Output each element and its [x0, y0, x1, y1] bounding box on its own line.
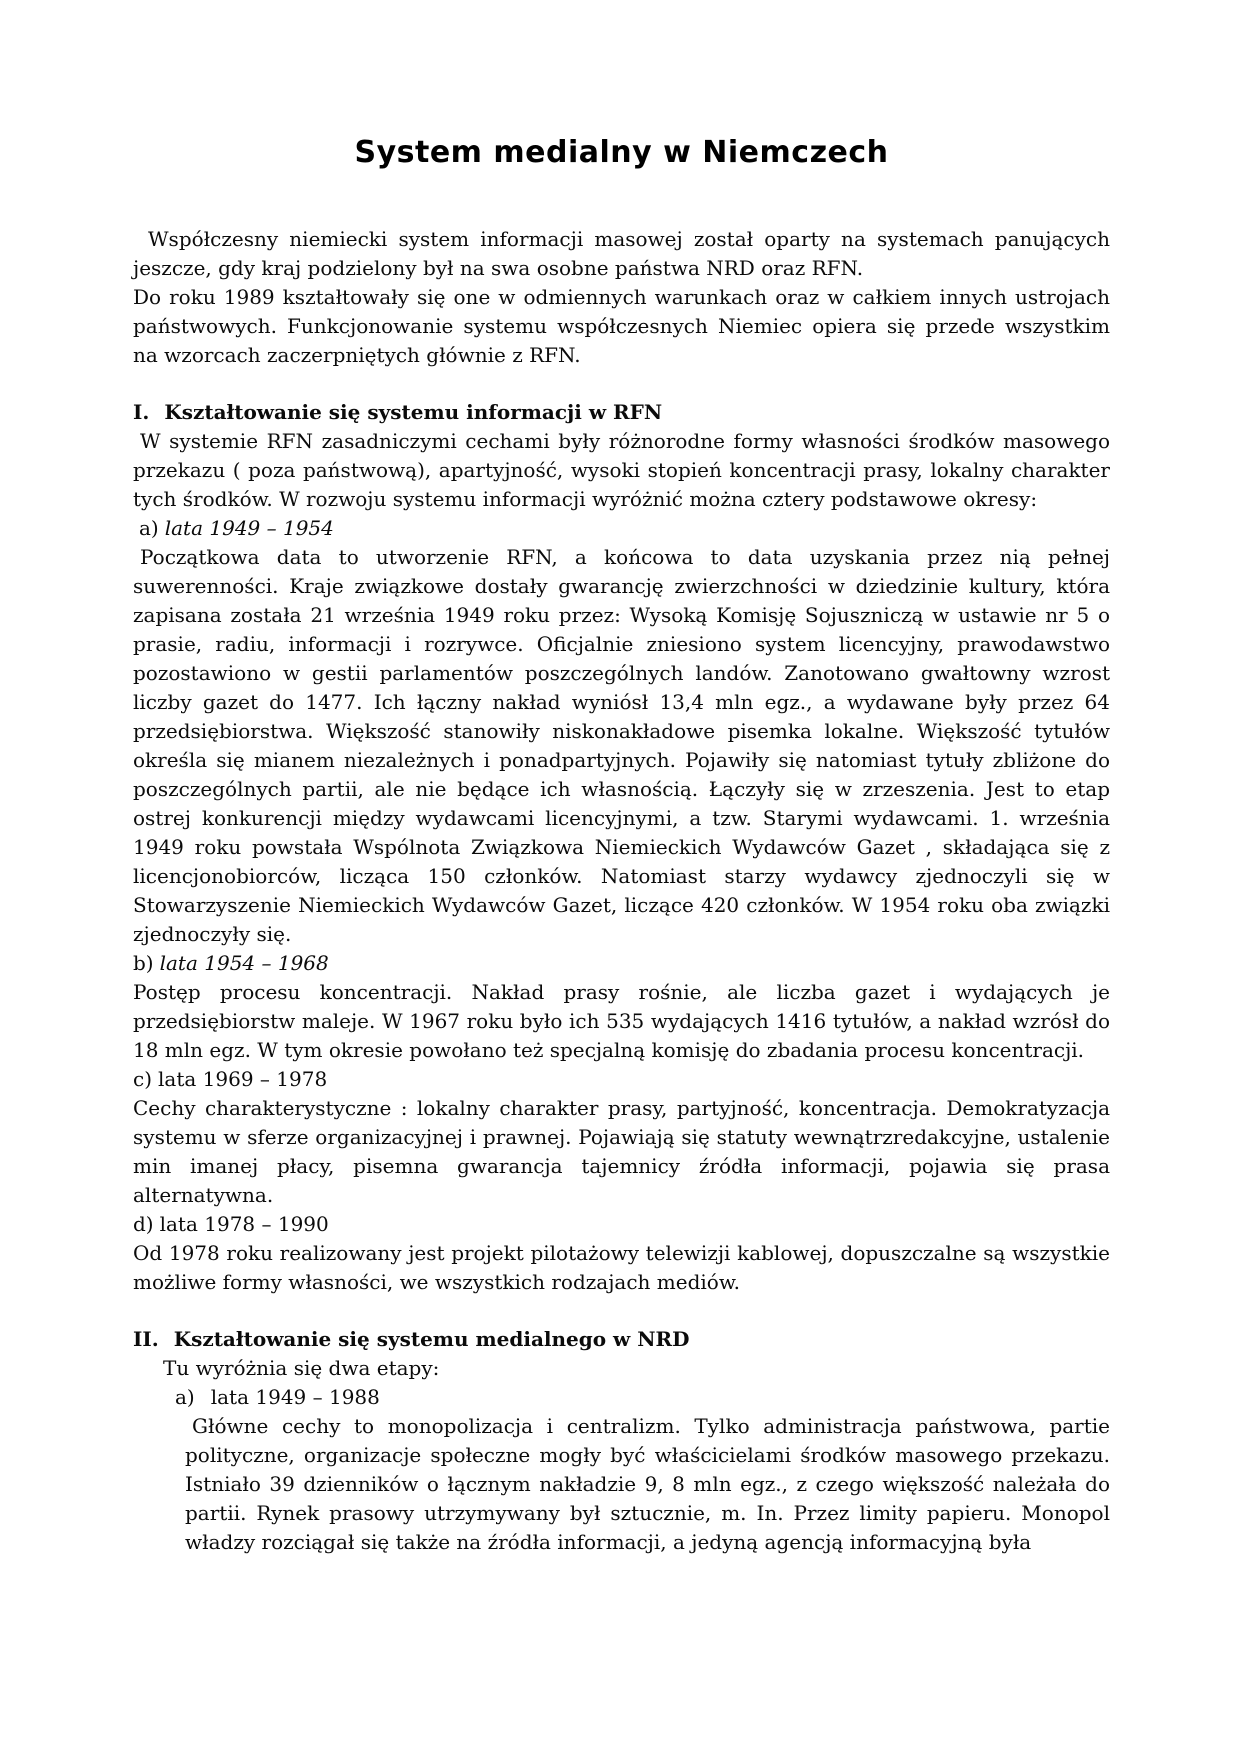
nrd-period-a-label: a): [175, 1385, 195, 1409]
section-heading-rfn: [133, 398, 1110, 427]
period-c-range: lata 1969 – 1978: [158, 1067, 328, 1091]
rfn-period-c-paragraph: Cechy charakterystyczne : lokalny charakter prasy, partyjność, koncentracja. Demokratyzacja systemu w sferze organizacyjnej i prawnej. Pojawiają się statuty wewnątrzredakcyjne, ustalenie min imanej płacy, pisemna gwarancja tajemnicy źródła informacji, pojawia się prasa alternatywna.: [133, 1096, 1110, 1207]
period-a-label: a): [139, 516, 159, 540]
nrd-period-a-paragraph: Główne cechy to monopolizacja i centralizm. Tylko administracja państwowa, partie polityczne, organizacje społeczne mogły być właścicielami środków masowego przekazu. Istniało 39 dzienników o łącznym nakładzie 9, 8 mln egz., z czego większość należała do partii. Rynek prasowy utrzymywany był sztucznie, m. In. Przez limity papieru. Monopol władzy rozciągał się także na źródła informacji, a jedyną agencją informacyjną była: [185, 1414, 1110, 1554]
intro-paragraph-1: Współczesny niemiecki system informacji masowej został oparty na systemach panujących jeszcze, gdy kraj podzielony był na swa osobne państwa NRD oraz RFN.: [133, 227, 1110, 280]
period-a-range: lata 1949 – 1954: [164, 516, 334, 540]
rfn-period-d-paragraph: Od 1978 roku realizowany jest projekt pilotażowy telewizji kablowej, dopuszczalne są wszystkie możliwe formy własności, we wszystkich rodzajach mediów.: [133, 1241, 1110, 1294]
period-d-range: lata 1978 – 1990: [159, 1212, 329, 1236]
period-c-label: c): [133, 1067, 153, 1091]
nrd-period-a-range: lata 1949 – 1988: [210, 1385, 380, 1409]
section-nrd-numeral: II.: [133, 1327, 159, 1351]
nrd-lead-line: Tu wyróżnia się dwa etapy:: [163, 1356, 440, 1380]
document-title: System medialny w Niemczech: [354, 135, 889, 170]
rfn-lead-paragraph: W systemie RFN zasadniczymi cechami były różnorodne formy własności środków masowego przekazu ( poza państwową), apartyjność, wysoki stopień koncentracji prasy, lokalny charakter tych środków. W rozwoju systemu informacji wyróżnić można cztery podstawowe okresy:: [133, 429, 1110, 511]
intro-paragraph-2: Do roku 1989 kształtowały się one w odmiennych warunkach oraz w całkiem innych ustrojach państwowych. Funkcjonowanie systemu współczesnych Niemiec opiera się przede wszystkim na wzorcach zaczerpniętych głównie z RFN.: [133, 285, 1110, 367]
period-b-label: b): [133, 951, 154, 975]
rfn-period-d-heading: [133, 1210, 1110, 1239]
section-rfn-numeral: I.: [133, 400, 150, 424]
period-b-range: lata 1954 – 1968: [159, 951, 329, 975]
period-d-label: d): [133, 1212, 154, 1236]
section-rfn-title: Kształtowanie się systemu informacji w RFN: [164, 400, 663, 424]
rfn-period-b-paragraph: Postęp procesu koncentracji. Nakład prasy rośnie, ale liczba gazet i wydających je przedsiębiorstw maleje. W 1967 roku było ich 535 wydających 1416 tytułów, a nakład wzrósł do 18 mln egz. W tym okresie powołano też specjalną komisję do zbadania procesu koncentracji.: [133, 980, 1110, 1062]
rfn-period-a-heading: [133, 514, 1110, 543]
section-nrd-title: Kształtowanie się systemu medialnego w NRD: [173, 1327, 690, 1351]
rfn-period-a-paragraph: Początkowa data to utworzenie RFN, a końcowa to data uzyskania przez nią pełnej suwerenności. Kraje związkowe dostały gwarancję zwierzchności w dziedzinie kultury, która zapisana została 21 września 1949 roku przez: Wysoką Komisję Sojuszniczą w ustawie nr 5 o prasie, radiu, informacji i rozrywce. Oficjalnie zniesiono system licencyjny, prawodawstwo pozostawiono w gestii parlamentów poszczególnych landów. Zanotowano gwałtowny wzrost liczby gazet do 1477. Ich łączny nakład wyniósł 13,4 mln egz., a wydawane były przez 64 przedsiębiorstwa. Większość stanowiły niskonakładowe pisemka lokalne. Większość tytułów określa się mianem niezależnych i ponadpartyjnych. Pojawiły się natomiast tytuły zbliżone do poszczególnych partii, ale nie będące ich własnością. Łączyły się w zrzeszenia. Jest to etap ostrej konkurencji między wydawcami licencyjnymi, a tzw. Starymi wydawcami. 1. września 1949 roku powstała Wspólnota Związkowa Niemieckich Wydawców Gazet , składająca się z licencjonobiorców, licząca 150 członków. Natomiast starzy wydawcy zjednoczyli się w Stowarzyszenie Niemieckich Wydawców Gazet, liczące 420 członków. W 1954 roku oba związki zjednoczyły się.: [133, 545, 1110, 946]
nrd-period-a-heading: [175, 1383, 1110, 1412]
rfn-period-c-heading: [133, 1065, 1110, 1094]
section-heading-nrd: [133, 1325, 1110, 1354]
rfn-period-b-heading: [133, 949, 1110, 978]
